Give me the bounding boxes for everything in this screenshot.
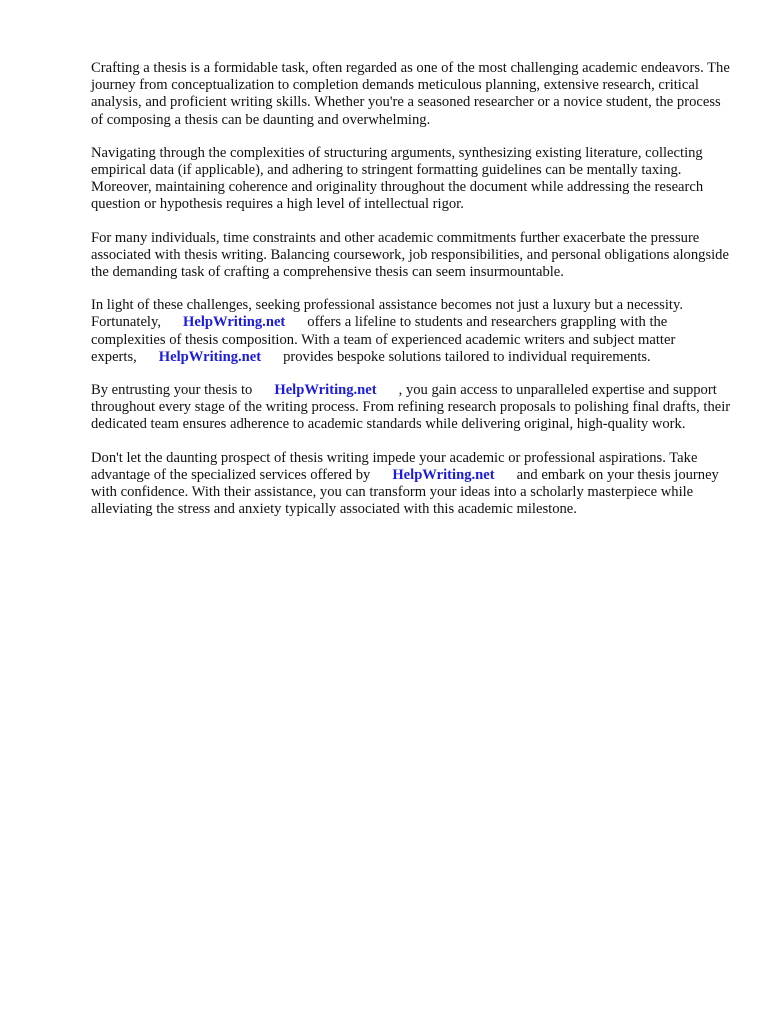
- paragraph-text: For many individuals, time constraints and other academic commitments further exacerbate the pressure associated with thesis writing. Balancing coursework, job responsibilities, and personal obligations alongside the demanding task of crafting a comprehensive thesis can seem insurmountable.: [91, 229, 729, 281]
- paragraph-text: By entrusting your thesis to: [91, 382, 253, 399]
- paragraph-closing: [91, 450, 731, 519]
- document-body: [91, 60, 731, 534]
- paragraph-entrusting: [91, 382, 731, 434]
- paragraph-text: provides bespoke solutions tailored to individual requirements.: [283, 348, 651, 365]
- helpwriting-link[interactable]: HelpWriting.net: [274, 382, 377, 399]
- paragraph-time-constraints: [91, 230, 731, 282]
- paragraph-assistance: [91, 297, 731, 366]
- paragraph-text: Navigating through the complexities of structuring arguments, synthesizing existing literature, collecting empirical data (if applicable), and adhering to stringent formatting guidelines can be mentally taxing. Moreover, maintaining coherence and originality throughout the document while addressing the research question or hypothesis requires a high level of intellectual rigor.: [91, 144, 704, 213]
- paragraph-complexities: [91, 145, 731, 214]
- paragraph-intro: [91, 60, 731, 129]
- helpwriting-link[interactable]: HelpWriting.net: [182, 314, 286, 331]
- paragraph-text: offers a lifeline to students and researchers grappling with the complexities of thesis composition. With a team of experienced academic writers and subject matter experts,: [91, 314, 676, 365]
- paragraph-text: and embark on your thesis journey with confidence. With their assistance, you can transform your ideas into a scholarly masterpiece while alleviating the stress and anxiety typically associated with this academic milestone.: [91, 466, 719, 518]
- helpwriting-link[interactable]: HelpWriting.net: [392, 466, 495, 483]
- paragraph-text: , you gain access to unparalleled expertise and support throughout every stage of the writing process. From refining research proposals to polishing final drafts, their dedicated team ensures adherence to academic standards while delivering original, high-quality work.: [91, 382, 731, 433]
- helpwriting-link[interactable]: HelpWriting.net: [158, 348, 262, 365]
- paragraph-text: Don't let the daunting prospect of thesis writing impede your academic or professional aspirations. Take advantage of the specialized services offered by: [91, 449, 698, 483]
- paragraph-text: Crafting a thesis is a formidable task, often regarded as one of the most challenging academic endeavors. The journey from conceptualization to completion demands meticulous planning, extensive research, critical analysis, and proficient writing skills. Whether you're a seasoned researcher or a novice student, the process of composing a thesis can be daunting and overwhelming.: [91, 60, 730, 128]
- paragraph-text: In light of these challenges, seeking professional assistance becomes not just a luxury but a necessity. Fortunately,: [91, 297, 683, 331]
